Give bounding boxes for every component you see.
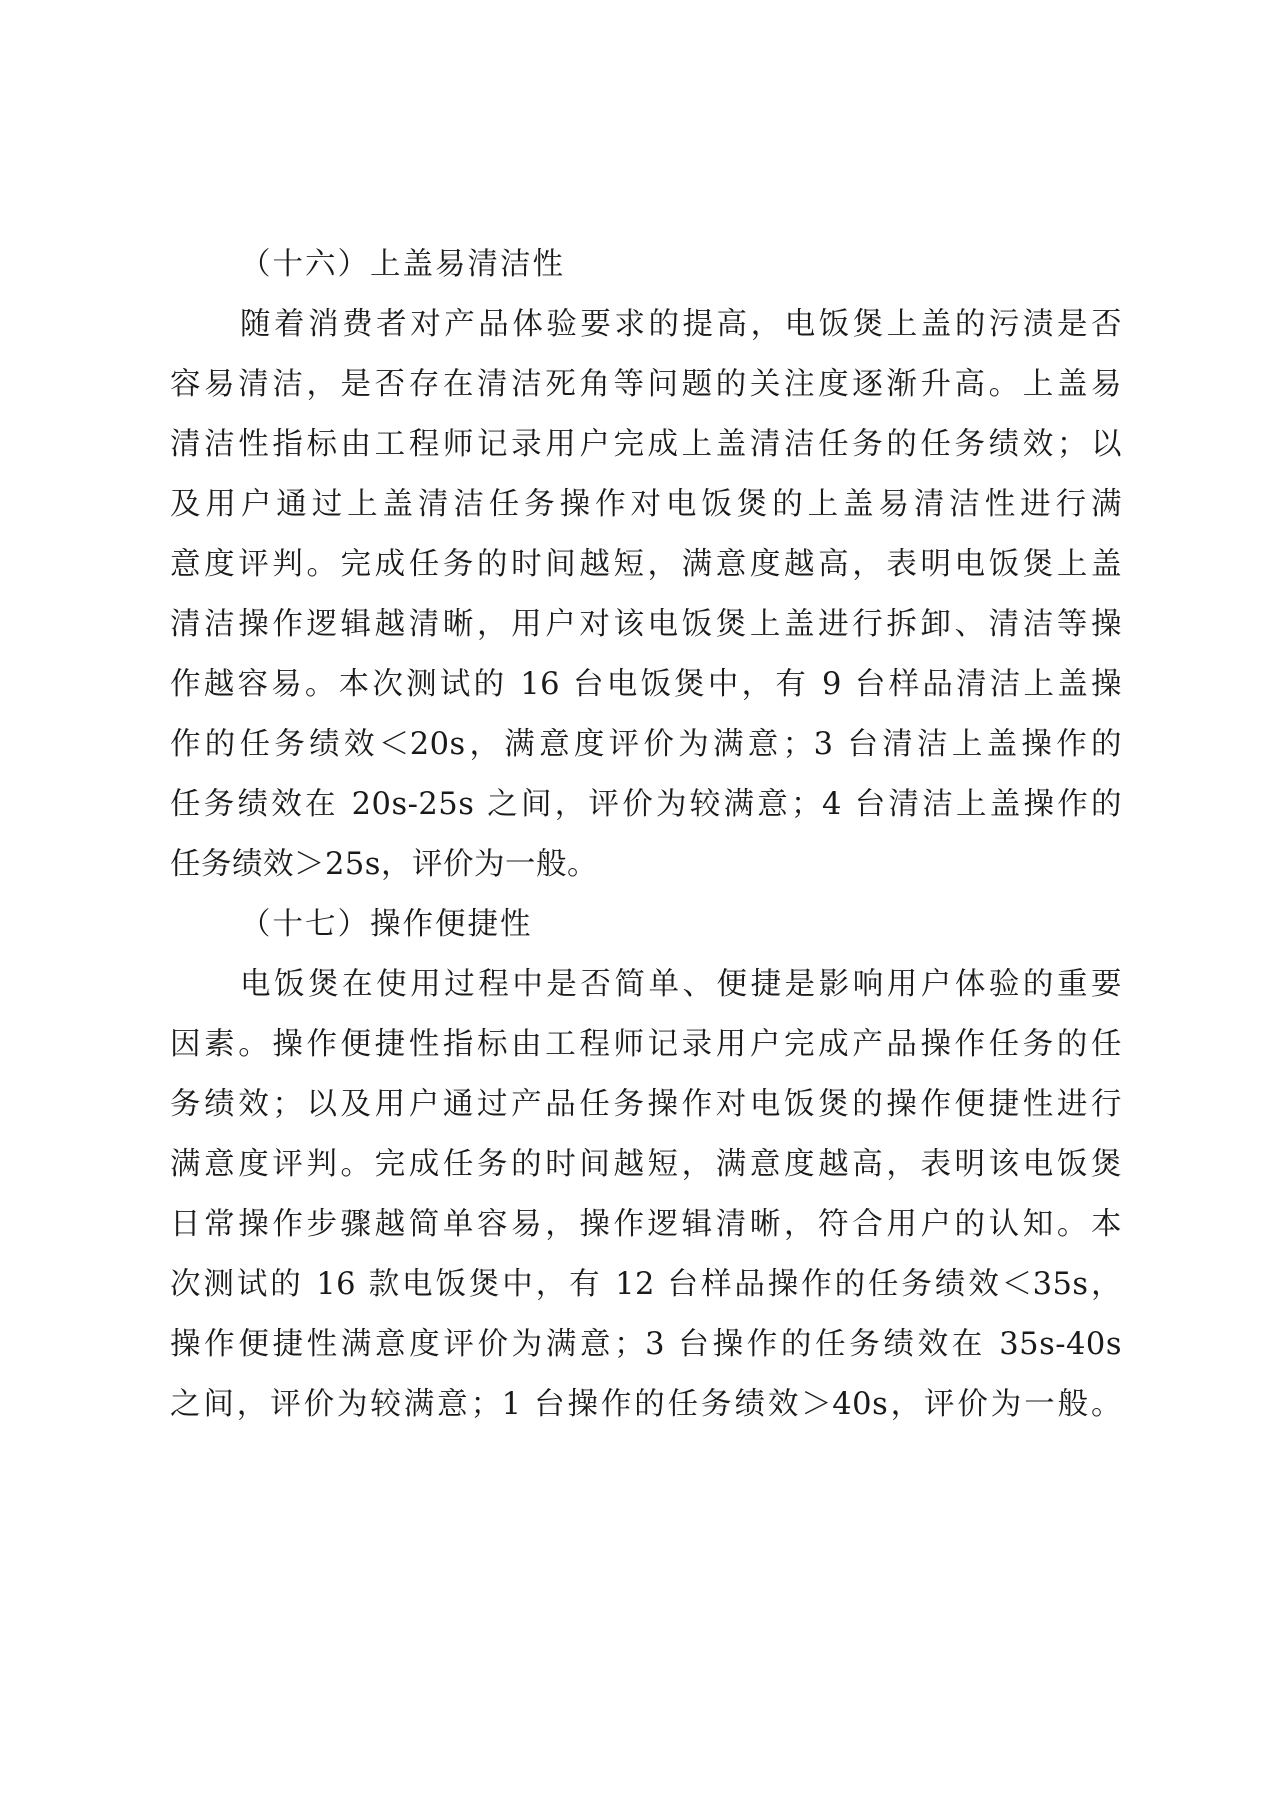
section-17-line: 次测试的 16 款电饭煲中，有 12 台样品操作的任务绩效＜35s， (170, 1267, 1122, 1302)
section-16-line: 容易清洁，是否存在清洁死角等问题的关注度逐渐升高。上盖易 (170, 367, 1122, 402)
section-16-line: 意度评判。完成任务的时间越短，满意度越高，表明电饭煲上盖 (170, 547, 1122, 582)
section-16-line: 清洁操作逻辑越清晰，用户对该电饭煲上盖进行拆卸、清洁等操 (170, 607, 1122, 642)
section-17-heading: （十七）操作便捷性 (240, 907, 533, 942)
section-17-line: 操作便捷性满意度评价为满意；3 台操作的任务绩效在 35s-40s (170, 1327, 1122, 1362)
section-17-line: 电饭煲在使用过程中是否简单、便捷是影响用户体验的重要 (240, 967, 1122, 1002)
section-16-line: 作的任务绩效＜20s，满意度评价为满意；3 台清洁上盖操作的 (170, 727, 1122, 762)
section-17-line: 因素。操作便捷性指标由工程师记录用户完成产品操作任务的任 (170, 1027, 1122, 1062)
section-16-line: 任务绩效在 20s-25s 之间，评价为较满意；4 台清洁上盖操作的 (170, 787, 1122, 822)
section-17-line: 务绩效；以及用户通过产品任务操作对电饭煲的操作便捷性进行 (170, 1087, 1122, 1122)
section-17-line: 满意度评判。完成任务的时间越短，满意度越高，表明该电饭煲 (170, 1147, 1122, 1182)
section-17-line: 日常操作步骤越简单容易，操作逻辑清晰，符合用户的认知。本 (170, 1207, 1122, 1242)
section-16-line: 任务绩效＞25s，评价为一般。 (170, 847, 598, 882)
section-16-line: 清洁性指标由工程师记录用户完成上盖清洁任务的任务绩效；以 (170, 427, 1122, 462)
section-16-line: 随着消费者对产品体验要求的提高，电饭煲上盖的污渍是否 (240, 307, 1122, 342)
section-16-heading: （十六）上盖易清洁性 (240, 247, 565, 282)
section-17-line: 之间，评价为较满意；1 台操作的任务绩效＞40s，评价为一般。 (170, 1387, 1122, 1422)
section-16-line: 及用户通过上盖清洁任务操作对电饭煲的上盖易清洁性进行满 (170, 487, 1122, 522)
section-16-line: 作越容易。本次测试的 16 台电饭煲中，有 9 台样品清洁上盖操 (170, 667, 1122, 702)
